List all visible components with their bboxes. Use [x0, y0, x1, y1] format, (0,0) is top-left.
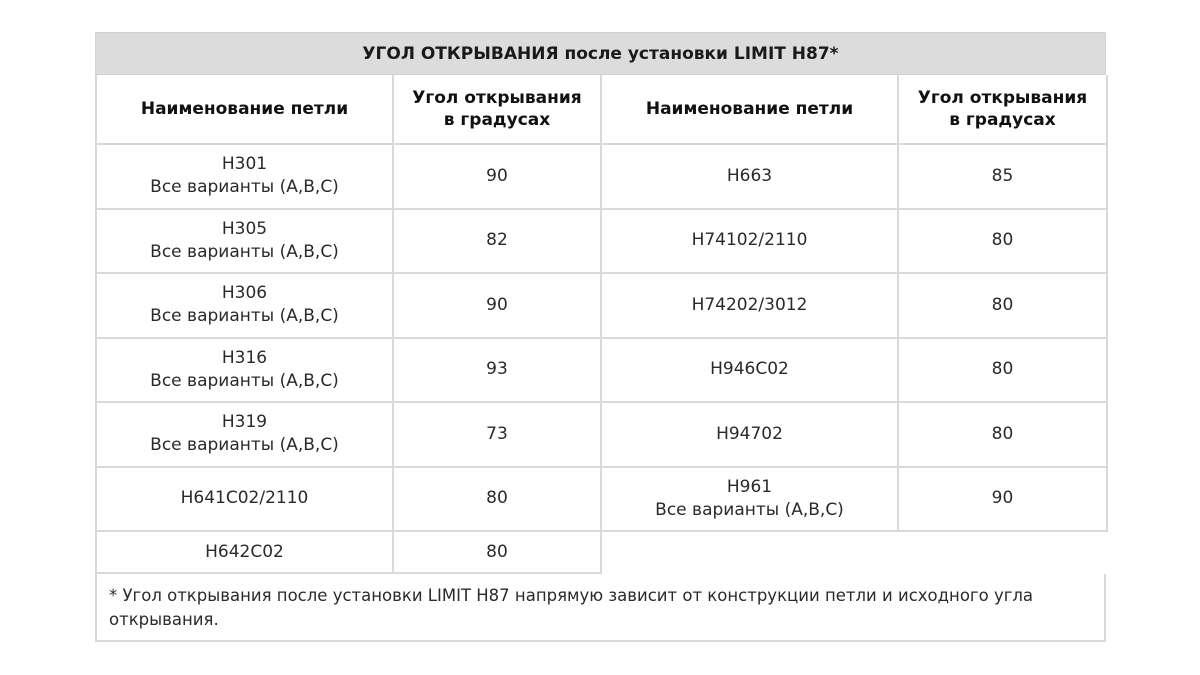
- angle-value: 80: [899, 210, 1108, 275]
- hinge-name: H74202/3012: [602, 274, 899, 339]
- header-name-left: Наименование петли: [97, 75, 394, 145]
- header-angle-line1: Угол открывания: [917, 88, 1088, 108]
- hinge-name-cell: [97, 274, 394, 339]
- hinge-name: H319: [221, 412, 268, 433]
- hinge-variants: Все варианты (A,B,C): [150, 435, 339, 456]
- header-angle-line2: в градусах: [443, 110, 551, 130]
- empty-cell: [602, 532, 899, 574]
- angle-value: 80: [899, 274, 1108, 339]
- angle-value: 85: [899, 145, 1108, 210]
- table-grid: [95, 75, 1106, 574]
- hinge-name-cell: [97, 339, 394, 404]
- hinge-variants: Все варианты (A,B,C): [655, 499, 844, 520]
- hinge-name: H946C02: [602, 339, 899, 404]
- header-angle-line1: Угол открывания: [412, 88, 582, 108]
- footnote: * Угол открывания после установки LIMIT H87 напрямую зависит от конструкции петли и исходного угла открывания.: [95, 574, 1106, 642]
- angle-value: 80: [899, 403, 1108, 468]
- angle-value: 90: [899, 468, 1108, 533]
- table-title: УГОЛ ОТКРЫВАНИЯ после установки LIMIT H87*: [95, 32, 1106, 75]
- empty-cell: [899, 532, 1108, 574]
- header-angle-left: [394, 75, 602, 145]
- hinge-variants: Все варианты (A,B,C): [150, 177, 339, 198]
- angle-value: 93: [394, 339, 602, 404]
- hinge-variants: Все варианты (A,B,C): [150, 241, 339, 262]
- angle-value: 80: [899, 339, 1108, 404]
- hinge-name: H306: [221, 283, 268, 304]
- hinge-name: H642C02: [97, 532, 394, 574]
- hinge-name: H641C02/2110: [97, 468, 394, 533]
- hinge-name-cell: [97, 145, 394, 210]
- hinge-name-cell: [602, 468, 899, 533]
- header-angle-line2: в градусах: [949, 110, 1056, 130]
- angle-value: 90: [394, 274, 602, 339]
- angle-value: 90: [394, 145, 602, 210]
- hinge-name: H94702: [602, 403, 899, 468]
- hinge-name-cell: [97, 403, 394, 468]
- header-name-right: Наименование петли: [602, 75, 899, 145]
- hinge-variants: Все варианты (A,B,C): [150, 370, 339, 391]
- hinge-name: H301: [221, 154, 268, 175]
- hinge-variants: Все варианты (A,B,C): [150, 306, 339, 327]
- angle-value: 80: [394, 468, 602, 533]
- hinge-name: H316: [221, 347, 268, 368]
- header-angle-right: [899, 75, 1108, 145]
- angle-value: 73: [394, 403, 602, 468]
- hinge-name: H74102/2110: [602, 210, 899, 275]
- angle-value: 80: [394, 532, 602, 574]
- hinge-name: H663: [602, 145, 899, 210]
- hinge-name: H305: [221, 218, 268, 239]
- angle-value: 82: [394, 210, 602, 275]
- hinge-name-cell: [97, 210, 394, 275]
- hinge-name: H961: [726, 476, 773, 497]
- opening-angle-table: [95, 32, 1106, 642]
